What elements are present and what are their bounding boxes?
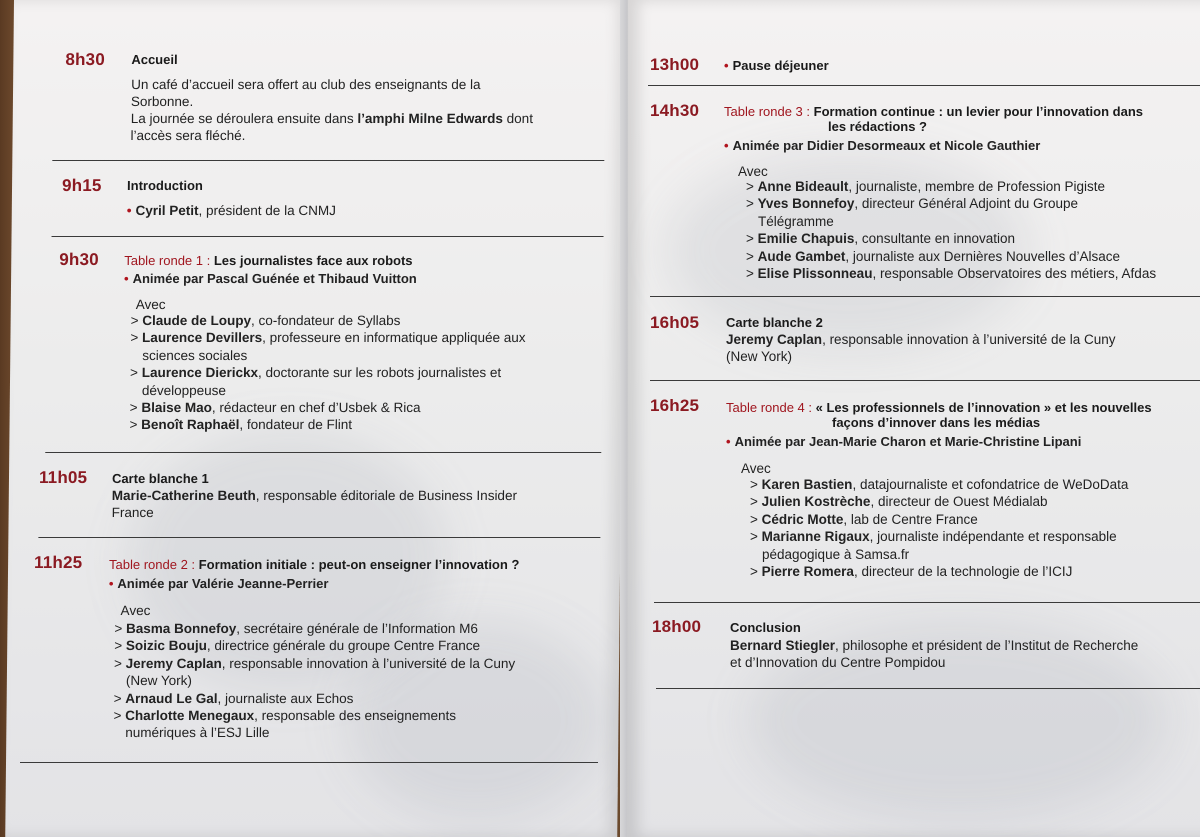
speaker-item: > Benoît Raphaël, fondateur de Flint (129, 417, 353, 433)
carte-blanche-speaker: Jeremy Caplan, responsable innovation à l’université de la Cuny (New York) (726, 332, 1116, 364)
program-page-right (628, 0, 1200, 837)
session-title: • Pause déjeuner (724, 58, 829, 73)
session-title: Accueil (131, 52, 178, 67)
speaker-list (750, 476, 1128, 580)
avec-label: Avec (120, 603, 151, 618)
time-16h25: 16h25 (650, 396, 700, 415)
speaker-list (746, 178, 1156, 282)
avec-label: Avec (135, 297, 166, 312)
session-title: Carte blanche 2 (726, 315, 823, 330)
speaker-item-continuation: (New York) (125, 673, 192, 689)
speaker-item: > Jeremy Caplan, responsable innovation à l’université de la Cuny (113, 655, 516, 671)
session-title: Table ronde 3 : Formation continue : un levier pour l’innovation dans les rédactions ? (724, 104, 1143, 134)
conclusion-speaker: Bernard Stiegler, philosophe et président de l’Institut de Recherche et d’Innovation du Centre Pompidou (730, 638, 1139, 670)
time-14h30: 14h30 (650, 101, 700, 120)
speaker-list (129, 312, 525, 434)
session-title: Table ronde 1 : Les journalistes face aux robots (124, 253, 413, 268)
speaker-item: > Soizic Bouju, directrice générale du groupe Centre France (114, 638, 481, 654)
speaker-item: > Blaise Mao, rédacteur en chef d’Usbek & Rica (129, 400, 421, 416)
avec-label: Avec (738, 164, 768, 179)
speaker-item: > Emilie Chapuis, consultante en innovation (746, 231, 1016, 247)
speaker-item: > Basma Bonnefoy, secrétaire générale de l’Information M6 (114, 621, 479, 636)
session-title: Conclusion (730, 620, 801, 635)
moderators: • Animée par Didier Desormeaux et Nicole Gauthier (724, 138, 1041, 153)
divider (648, 85, 1200, 86)
speaker-item: > Cédric Motte, lab de Centre France (750, 511, 978, 527)
divider (52, 236, 604, 237)
speaker-item: > Aude Gambet, journaliste aux Dernières Nouvelles d’Alsace (746, 248, 1121, 264)
time-11h05: 11h05 (38, 468, 88, 487)
divider (45, 452, 601, 453)
speaker-item-continuation: pédagogique à Samsa.fr (762, 546, 910, 562)
session-title: Introduction (126, 178, 203, 193)
speaker-item: > Pierre Romera, directeur de la technologie de l’ICIJ (750, 564, 1073, 580)
speaker-item: > Laurence Dierickx, doctorante sur les robots journalistes et (130, 365, 502, 381)
time-9h15: 9h15 (61, 176, 102, 195)
carte-blanche-speaker: Marie-Catherine Beuth, responsable éditoriale de Business Insider France (111, 488, 518, 520)
session-title: Table ronde 4 : « Les professionnels de l’innovation » et les nouvelles façons d’innover dans les médias (726, 400, 1152, 430)
speaker-item: > Laurence Devillers, professeure en informatique appliquée aux (130, 330, 526, 346)
speaker-item: > Karen Bastien, datajournaliste et cofondatrice de WeDoData (750, 477, 1129, 492)
speaker-item: > Claude de Loupy, co-fondateur de Syllabs (130, 313, 401, 328)
divider (52, 160, 604, 161)
speaker-item-continuation: Télégramme (758, 213, 834, 229)
divider (656, 688, 1200, 689)
time-13h00: 13h00 (650, 55, 700, 74)
time-18h00: 18h00 (652, 617, 702, 636)
speaker-list (113, 620, 515, 742)
program-page-left (5, 0, 626, 837)
intro-speaker: • Cyril Petit, président de la CNMJ (126, 203, 336, 218)
speaker-item-continuation: sciences sociales (142, 347, 248, 363)
moderators: • Animée par Valérie Jeanne-Perrier (108, 576, 329, 591)
speaker-item-continuation: numériques à l’ESJ Lille (125, 725, 270, 741)
session-title: Table ronde 2 : Formation initiale : peut-on enseigner l’innovation ? (109, 557, 520, 572)
speaker-item: > Yves Bonnefoy, directeur Général Adjoint du Groupe (746, 196, 1079, 212)
moderators: • Animée par Pascal Guénée et Thibaud Vuitton (124, 271, 417, 286)
divider (650, 380, 1200, 381)
speaker-item: > Elise Plissonneau, responsable Observatoires des métiers, Afdas (746, 266, 1157, 282)
divider (654, 602, 1200, 603)
time-16h05: 16h05 (650, 313, 700, 332)
speaker-item: > Arnaud Le Gal, journaliste aux Echos (113, 690, 354, 706)
divider (38, 537, 600, 538)
time-9h30: 9h30 (59, 250, 99, 269)
speaker-item-continuation: développeuse (141, 382, 227, 398)
speaker-item: > Marianne Rigaux, journaliste indépendante et responsable (750, 529, 1117, 545)
accueil-text: Un café d’accueil sera offert au club des enseignants de la Sorbonne. La journée se déroulera ensuite dans l’amphi Milne Edwards dont l’accès sera fléché. (130, 77, 534, 143)
avec-label: Avec (741, 461, 771, 476)
speaker-item: > Julien Kostrèche, directeur de Ouest Médialab (750, 494, 1048, 510)
session-title: Carte blanche 1 (111, 471, 209, 486)
moderators: • Animée par Jean-Marie Charon et Marie-Christine Lipani (726, 434, 1082, 449)
divider (650, 296, 1200, 297)
time-8h30: 8h30 (65, 50, 106, 69)
divider (20, 762, 598, 763)
speaker-item: > Anne Bideault, journaliste, membre de Profession Pigiste (746, 179, 1106, 194)
time-11h25: 11h25 (34, 553, 83, 572)
speaker-item: > Charlotte Menegaux, responsable des enseignements (113, 708, 457, 724)
